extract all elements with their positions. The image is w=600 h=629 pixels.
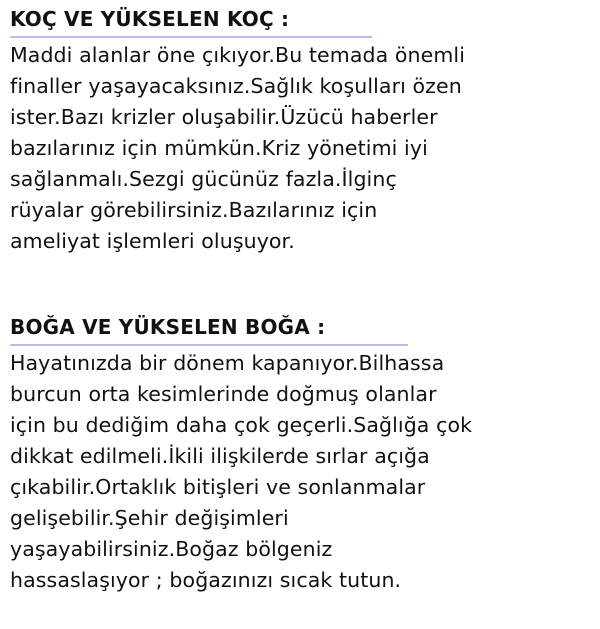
text-line: Maddi alanlar öne çıkıyor.Bu temada önemli: [10, 43, 465, 67]
section-title: BOĞA VE YÜKSELEN BOĞA :: [10, 315, 326, 339]
section-boga: [10, 314, 595, 596]
text-line: ameliyat işlemleri oluşuyor.: [10, 229, 295, 253]
text-line: dikkat edilmeli.İkili ilişkilerde sırlar açığa: [10, 444, 430, 468]
text-line: bazılarınız için mümkün.Kriz yönetimi iyi: [10, 136, 428, 160]
title-underline: [10, 36, 372, 38]
section-koc: [10, 6, 595, 257]
text-line: rüyalar görebilirsiniz.Bazılarınız için: [10, 198, 378, 222]
section-body: [10, 348, 595, 596]
text-line: gelişebilir.Şehir değişimleri: [10, 506, 289, 530]
text-line: Hayatınızda bir dönem kapanıyor.Bilhassa: [10, 351, 445, 375]
text-line: ister.Bazı krizler oluşabilir.Üzücü haberler: [10, 105, 438, 129]
title-underline: [10, 344, 408, 346]
section-body: [10, 40, 595, 257]
section-title: KOÇ VE YÜKSELEN KOÇ :: [10, 7, 290, 31]
text-line: burcun orta kesimlerinde doğmuş olanlar: [10, 382, 437, 406]
text-line: için bu dediğim daha çok geçerli.Sağlığa çok: [10, 413, 473, 437]
text-line: hassaslaşıyor ; boğazınızı sıcak tutun.: [10, 568, 402, 592]
text-line: yaşayabilirsiniz.Boğaz bölgeniz: [10, 537, 333, 561]
text-line: çıkabilir.Ortaklık bitişleri ve sonlanmalar: [10, 475, 426, 499]
text-line: finaller yaşayacaksınız.Sağlık koşulları özen: [10, 74, 462, 98]
text-line: sağlanmalı.Sezgi gücünüz fazla.İlginç: [10, 167, 397, 191]
